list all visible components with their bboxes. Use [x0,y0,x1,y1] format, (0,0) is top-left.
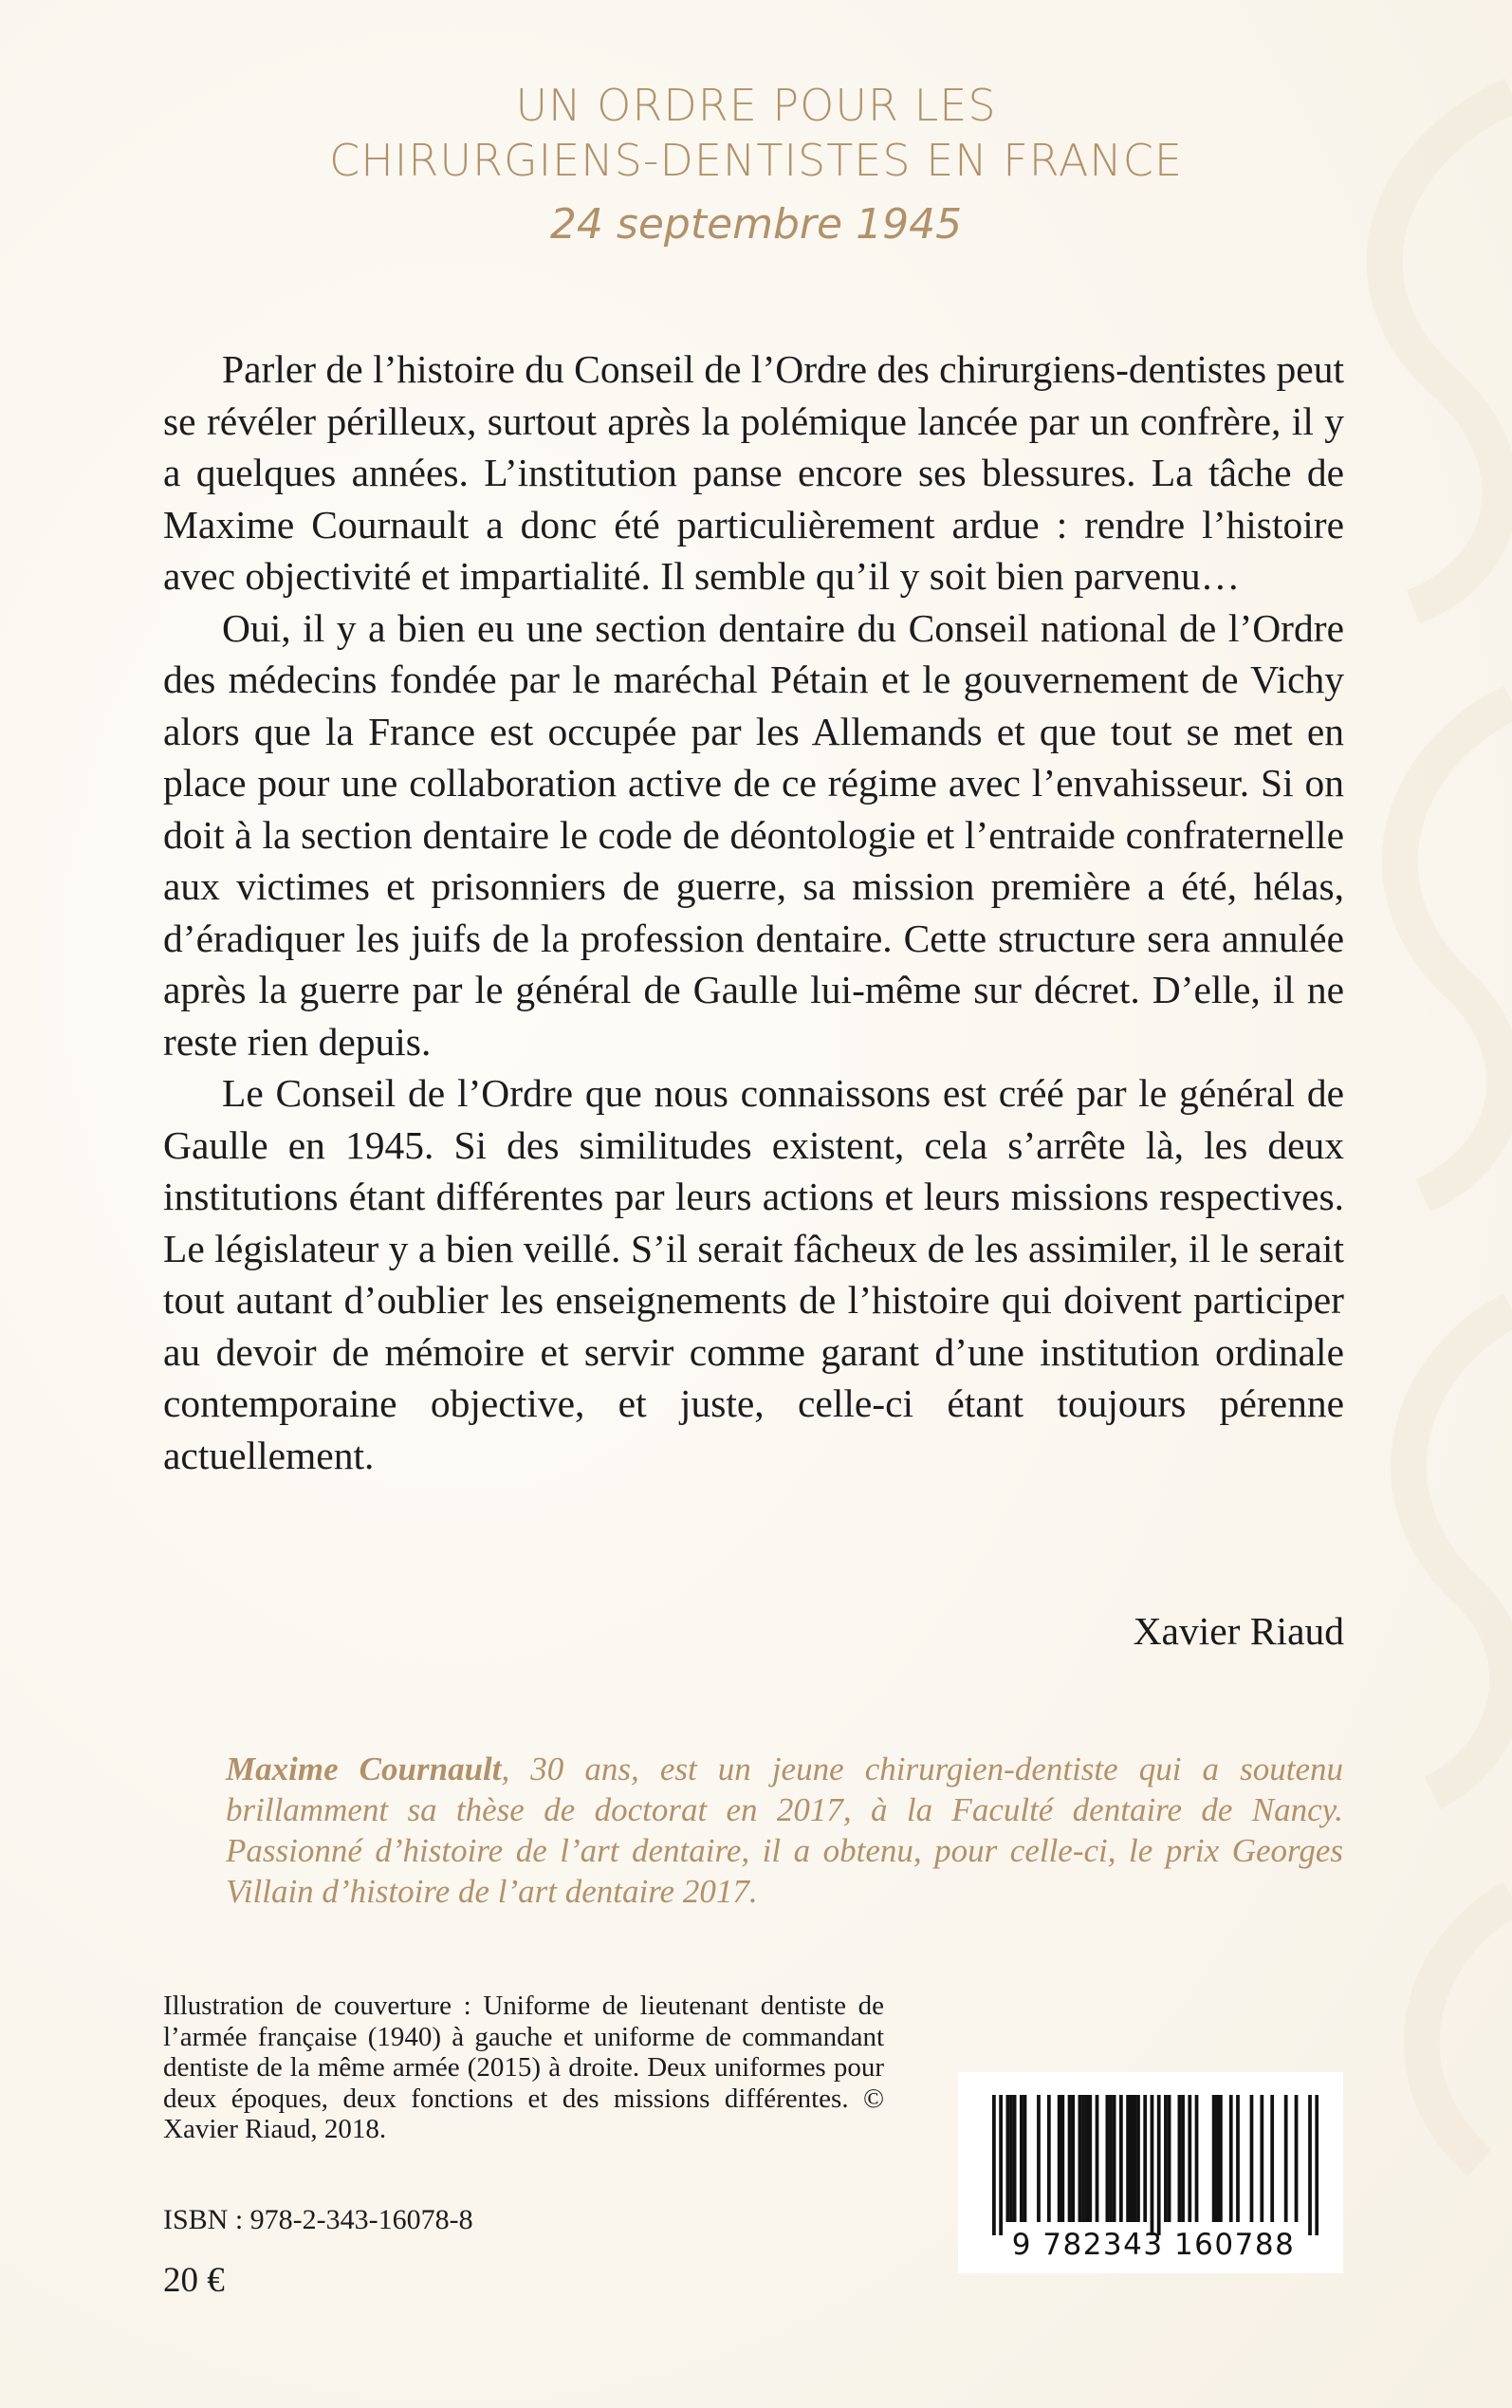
barcode-bar [1215,2095,1219,2222]
barcode-bar [1219,2095,1223,2222]
barcode-bar [999,2095,1003,2235]
barcode-digits: 9 782343 160788 [1011,2228,1296,2262]
barcode-bar [1308,2095,1312,2235]
author-bio [226,1749,1343,1912]
barcode-bar [1250,2095,1254,2222]
barcode-bar [992,2095,996,2235]
barcode-bar [1130,2095,1134,2222]
barcode-bar [1168,2095,1171,2222]
blurb-paragraph-1: Parler de l’histoire du Conseil de l’Ordre des chirurgiens-dentistes peut se révéler périlleux, surtout après la polémique lancée par un confrère, il y a quelques années. L’institution panse encore ses blessures. La tâche de Maxime Cournault a donc été particulièrement ardue : rendre l’histoire avec objectivité et impartialité. Il semble qu’il y soit bien parvenu… [163,347,1344,598]
barcode-bar [1096,2095,1099,2222]
barcode-bar [1195,2095,1199,2222]
barcode-bar [1023,2095,1027,2222]
barcode-bar [1284,2095,1288,2222]
barcode-bar [1068,2095,1072,2222]
isbn-text: ISBN : 978-2-343-16078-8 [163,2204,473,2235]
barcode-bar [1270,2095,1274,2222]
barcode-bar [1113,2095,1116,2222]
barcode-bar [1058,2095,1061,2222]
barcode-bar [1188,2095,1191,2222]
barcode-bar [1133,2095,1136,2222]
barcode-bar [1119,2095,1123,2222]
barcode-bar [1105,2095,1109,2222]
barcode-bar [1037,2095,1041,2222]
barcode-bar [1236,2095,1240,2222]
barcode-bar [1295,2095,1299,2222]
barcode-bar [1088,2095,1092,2222]
barcode-bar [1181,2095,1185,2222]
barcode-bar [1079,2095,1082,2222]
barcode-bar [1229,2095,1233,2222]
author-name: Maxime Cournault [226,1750,502,1787]
title-date: 24 septembre 1945 [549,200,963,249]
barcode-bar [1164,2095,1168,2222]
blurb-paragraph-2: Oui, il y a bien eu une section dentaire du Conseil national de l’Ordre des médecins fondée par le maréchal Pétain et le gouvernement de Vichy alors que la France est occupée par les Allemands et que tout se met en place pour une collaboration active de ce régime avec l’envahisseur. Si on doit à la section dentaire le code de déontologie et l’entraide confraternelle aux victimes et prisonniers de guerre, sa mission première a été, hélas, d’éradiquer les juifs de la profession dentaire. Cette structure sera annulée après la guerre par le général de Gaulle lui-même sur décret. D’elle, il ne reste rien depuis. [163,605,1344,1064]
cover-illustration-credit: Illustration de couverture : Uniforme de lieutenant dentiste de l’armée française (1940) à gauche et uniforme de commandant dentiste de la même armée (2015) à droite. Deux uniformes pour deux époques, deux fonctions et des missions différentes. © Xavier Riaud, 2018. [163,1991,884,2144]
barcode-bars [992,2095,1318,2235]
barcode-bar [1060,2095,1064,2222]
barcode-bar [1047,2095,1051,2222]
barcode-bar [1085,2095,1089,2222]
barcode-bar [1013,2095,1017,2222]
barcode-panel [958,2072,1343,2273]
barcode-bar [1109,2095,1113,2222]
blurb-signature: Xavier Riaud [1133,1609,1344,1653]
barcode-bar [1126,2095,1130,2222]
author-bio-text: , 30 ans, est un jeune chirurgien-dentiste qui a soutenu brillamment sa thèse de doctorat en 2017, à la Faculté dentaire de Nancy. Passionné d’histoire de l’art dentaire, il a obtenu, pour celle-ci, le prix Georges Villain d’histoire de l’art dentaire 2017. [226,1750,1343,1910]
barcode-bar [1212,2095,1216,2222]
barcode-bar [1315,2095,1318,2235]
barcode-bar [1260,2095,1263,2222]
barcode-bar [1005,2095,1009,2222]
barcode-bar [1071,2095,1075,2222]
title-block [0,78,1512,258]
barcode-bar [1081,2095,1085,2222]
barcode-bar [1143,2095,1147,2222]
title-line-2: CHIRURGIENS-DENTISTES EN FRANCE [329,135,1183,186]
barcode-bar [1178,2095,1182,2222]
barcode-bar [1009,2095,1013,2222]
barcode-bar [1020,2095,1023,2222]
price-text: 20 € [163,2261,225,2300]
title-line-1: UN ORDRE POUR LES [515,80,997,131]
blurb-text [163,343,1344,1481]
barcode-bar [1136,2095,1140,2222]
barcode-bar [1151,2095,1154,2235]
blurb-paragraph-3: Le Conseil de l’Ordre que nous connaissons est créé par le général de Gaulle en 1945. Si des similitudes existent, cela s’arrête là, les deux institutions étant différentes par leurs actions et leurs missions respectives. Le législateur y a bien veillé. S’il serait fâcheux de les assimiler, il le serait tout autant d’oublier les enseignements de l’histoire qui doivent participer au devoir de mémoire et servir comme garant d’une institution ordinale contemporaine objective, et juste, celle-ci étant toujours pérenne actuellement. [163,1071,1344,1477]
barcode-bar [1157,2095,1161,2235]
